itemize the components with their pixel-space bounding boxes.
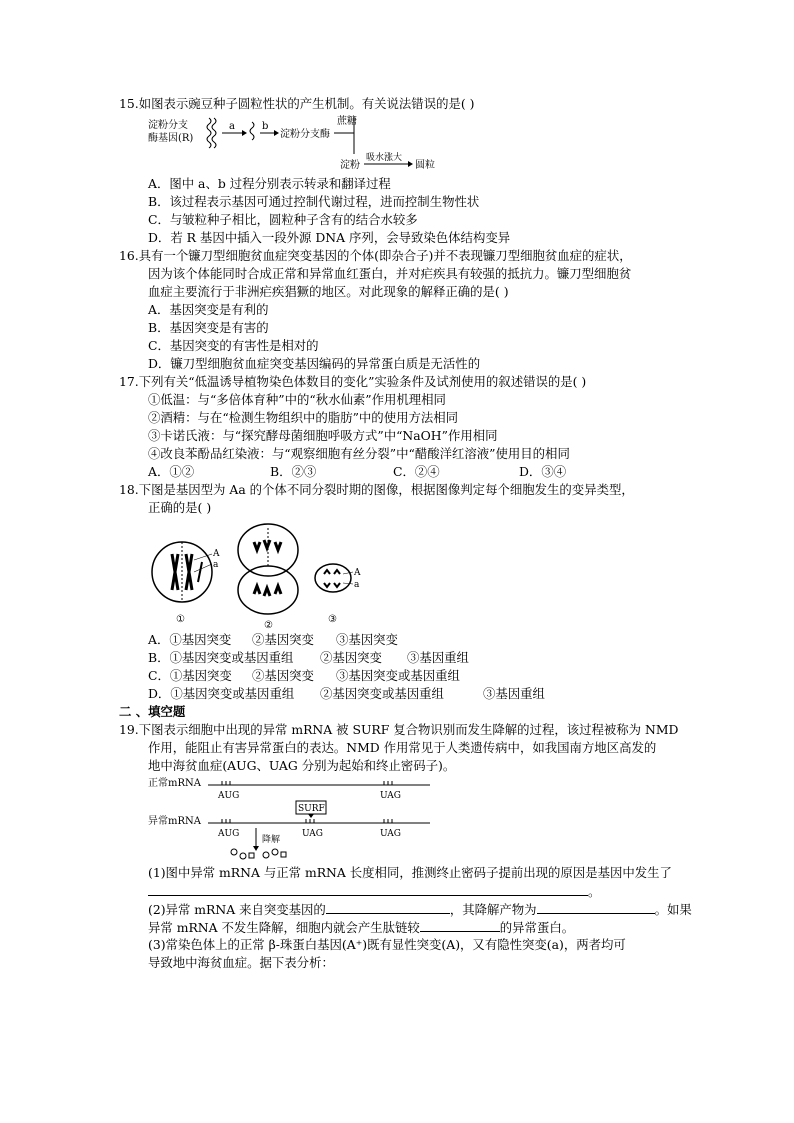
q17-option-b: B．②③ [270,464,317,479]
q19-part2-d: 异常 mRNA 不发生降解，细胞内就会产生肽链较 [148,920,420,935]
q19-stem-2: 作用，能阻止有害异常蛋白的表达。NMD 作用常见于人类遗传病中，如我国南方地区高发的 [148,740,657,755]
q16-stem-2: 因为该个体能同时合成正常和异常血红蛋白，并对疟疾具有较强的抵抗力。镰刀型细胞贫 [148,266,632,281]
q19-mrna-figure [148,776,448,862]
q17-option-c: C．②④ [393,464,440,479]
q18-cells-figure [148,520,368,630]
q15-option-d: D．若 R 基因中插入一段外源 DNA 序列，会导致染色体结构变异 [148,230,511,245]
q16-option-a: A．基因突变是有利的 [148,302,269,317]
q18-option-d-3: ③基因重组 [483,686,545,701]
q16-stem-3: 血症主要流行于非洲疟疾猖獗的地区。对此现象的解释正确的是( ) [148,284,509,299]
q19-part2-a: (2)异常 mRNA 来自突变基因的 [148,902,326,917]
q19-part2-c: 。如果 [654,902,692,917]
answer-blank-1[interactable] [148,882,588,896]
q15-option-c: C．与皱粒种子相比，圆粒种子含有的结合水较多 [148,212,418,227]
q17-item-2: ②酒精：与在“检测生物组织中的脂肪”中的使用方法相同 [148,410,459,425]
sucrose-label: 蔗糖 [337,116,357,127]
q17-item-3: ③卡诺氏液：与“探究酵母菌细胞呼吸方式”中“NaOH”作用相同 [148,428,498,443]
answer-blank-2[interactable] [326,900,450,914]
q15-option-a: A．图中 a、b 过程分别表示转录和翻译过程 [148,176,391,191]
abnormal-uag-2: UAG [380,829,401,839]
cell1-gene-A: A [213,549,220,559]
section-heading: 二 、填空题 [119,704,186,719]
q18-option-d-1: D．①基因突变或基因重组 [148,686,295,701]
q19-part3-line2: 导致地中海贫血症。据下表分析： [148,955,334,970]
normal-aug: AUG [218,791,240,801]
cell3-gene-a: a [354,580,360,590]
q19-part2-e: 的异常蛋白。 [499,920,575,935]
q18-option-c-2: ②基因突变 [252,668,314,683]
q19-part1-blank-line [148,882,600,900]
cell-3-label: ③ [328,614,337,625]
q18-option-c-1: C．①基因突变 [148,668,232,683]
q18-option-a-3: ③基因突变 [336,632,398,647]
q16-option-b: B．基因突变是有害的 [148,320,269,335]
abnormal-uag: UAG [302,829,323,839]
q18-option-b-3: ③基因重组 [407,650,469,665]
answer-blank-3[interactable] [537,900,655,914]
degrade-label: 降解 [262,835,281,845]
answer-blank-4[interactable] [420,918,500,932]
q17-item-4: ④改良苯酚品红染液：与“观察细胞有丝分裂”中“醋酸洋红溶液”使用目的相同 [148,446,570,461]
starch-label: 淀粉 [340,160,360,171]
abnormal-mrna-label: 异常mRNA [148,816,201,827]
cell3-gene-A: A [354,568,361,578]
water-label: 吸水涨大 [366,153,403,163]
cell-2-label: ② [264,620,273,630]
cell1-gene-a: a [213,560,219,570]
q17-option-d: D．③④ [519,464,567,479]
gene-label-1: 淀粉分支 [148,120,188,131]
cell-1-label: ① [176,614,185,625]
q16-option-d: D．镰刀型细胞贫血症突变基因编码的异常蛋白质是无活性的 [148,356,481,371]
q18-option-a-1: A．①基因突变 [148,632,232,647]
q19-stem-1: 19.下图表示细胞中出现的异常 mRNA 被 SURF 复合物识别而发生降解的过程，该过程被称为 NMD [119,722,679,737]
q16-stem-1: 16.具有一个镰刀型细胞贫血症突变基因的个体(即杂合子)并不表现镰刀型细胞贫血症的症状， [119,248,632,263]
normal-uag: UAG [380,791,401,801]
q15-figure [146,114,466,172]
q18-option-a-2: ②基因突变 [252,632,314,647]
round-label: 圆粒 [415,160,435,171]
q17-option-a: A．①② [148,464,195,479]
normal-mrna-label: 正常mRNA [148,778,201,789]
q19-part1-end: 。 [588,884,601,899]
surf-box: SURF [298,804,325,814]
q18-option-b-1: B．①基因突变或基因重组 [148,650,294,665]
q19-part2-b: ，其降解产物为 [449,902,537,917]
q17-item-1: ①低温：与“多倍体育种”中的“秋水仙素”作用机理相同 [148,392,446,407]
q15-option-b: B．该过程表示基因可通过控制代谢过程，进而控制生物性状 [148,194,480,209]
q18-option-b-2: ②基因突变 [320,650,382,665]
q19-part1: (1)图中异常 mRNA 与正常 mRNA 长度相同，推测终止密码子提前出现的原因是基因中发生了 [148,865,672,880]
q18-option-d-2: ②基因突变或基因重组 [320,686,444,701]
q17-stem: 17.下列有关“低温诱导植物染色体数目的变化”实验条件及试剂使用的叙述错误的是( ) [119,374,587,389]
arrow-a-label: a [229,121,235,132]
gene-label-2: 酶基因(R) [148,133,194,144]
abnormal-aug: AUG [218,829,240,839]
q15-stem: 15.如图表示豌豆种子圆粒性状的产生机制。有关说法错误的是( ) [119,96,475,111]
q18-stem-1: 18.下图是基因型为 Aa 的个体不同分裂时期的图像，根据图像判定每个细胞发生的变异类型， [119,482,634,497]
enzyme-label: 淀粉分支酶 [280,129,330,140]
q16-option-c: C．基因突变的有害性是相对的 [148,338,319,353]
q19-stem-3: 地中海贫血症(AUG、UAG 分别为起始和终止密码子)。 [148,758,456,773]
q18-stem-2: 正确的是( ) [148,500,212,515]
q19-part2-line1 [148,900,692,918]
q18-option-c-3: ③基因突变或基因重组 [336,668,460,683]
arrow-b-label: b [262,121,269,132]
q19-part2-line2 [148,918,574,936]
q19-part3-line1: (3)常染色体上的正常 β-珠蛋白基因(A⁺)既有显性突变(A)，又有隐性突变(a)，两者均可 [148,937,626,952]
